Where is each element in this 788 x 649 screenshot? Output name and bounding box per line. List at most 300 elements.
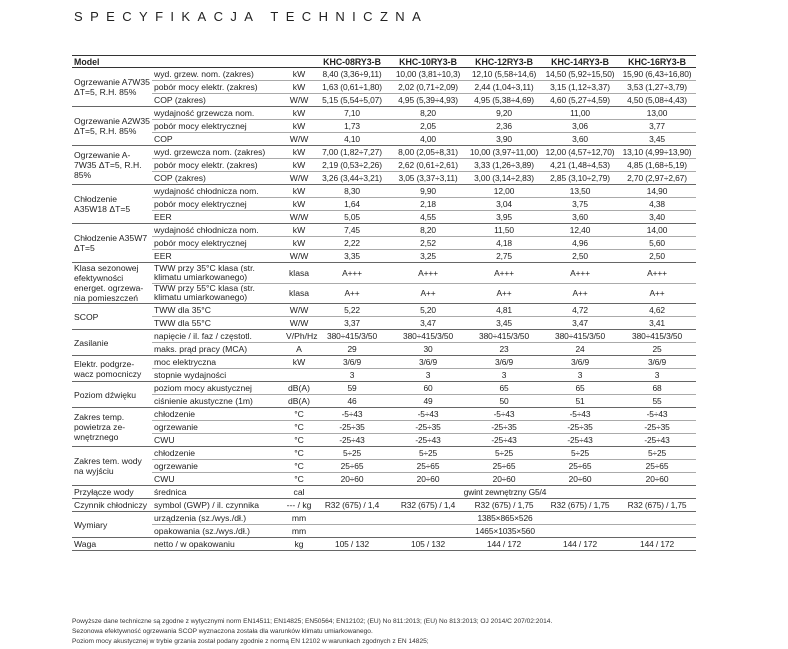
value-cell: 25÷65 xyxy=(542,460,618,473)
value-cell: 2,70 (2,97÷2,67) xyxy=(618,172,696,185)
table-row xyxy=(72,68,696,81)
value-cell: 5,20 xyxy=(390,304,466,317)
value-cell: 5÷25 xyxy=(390,447,466,460)
value-cell: A+++ xyxy=(390,263,466,284)
parameter-label: pobór mocy elektrycznej xyxy=(152,198,284,211)
parameter-label: maks. prąd pracy (MCA) xyxy=(152,343,284,356)
unit-label: kW xyxy=(284,120,314,133)
value-cell: 3,26 (3,44÷3,21) xyxy=(314,172,390,185)
parameter-label: symbol (GWP) / il. czynnika xyxy=(152,499,284,512)
unit-label: °C xyxy=(284,421,314,434)
model-column-header: KHC-12RY3-B xyxy=(466,56,542,68)
value-cell: 4,38 xyxy=(618,198,696,211)
value-cell: 380÷415/3/50 xyxy=(390,330,466,343)
unit-label: V/Ph/Hz xyxy=(286,331,318,341)
value-cell: 5,15 (5,54÷5,07) xyxy=(314,94,390,107)
value-cell: 2,85 (3,10÷2,79) xyxy=(542,172,618,185)
model-column-header: KHC-14RY3-B xyxy=(542,56,618,68)
unit-label: °C xyxy=(284,447,314,460)
value-cell: 8,20 xyxy=(390,107,466,120)
value-cell: 4,50 (5,08÷4,43) xyxy=(618,94,696,107)
value-cell: A++ xyxy=(618,283,696,304)
value-cell: 5,05 xyxy=(314,211,390,224)
value-cell: 380÷415/3/50 xyxy=(618,330,696,343)
value-cell: 8,30 xyxy=(314,185,390,198)
group-label: Zakres tem. wody na wyjściu xyxy=(72,447,152,486)
parameter-label: ogrzewanie xyxy=(152,421,284,434)
value-cell: 10,00 (3,97÷11,00) xyxy=(466,146,542,159)
table-row xyxy=(72,486,696,499)
value-cell: 3 xyxy=(314,369,390,382)
unit-label xyxy=(284,369,314,382)
value-cell: -25÷43 xyxy=(466,434,542,447)
parameter-label: TWW przy 35°C klasa (str. klimatu umiarkowanego) xyxy=(152,263,284,284)
table-row xyxy=(72,473,696,486)
value-cell: 3,35 xyxy=(314,250,390,263)
table-row xyxy=(72,512,696,525)
value-cell: 24 xyxy=(542,343,618,356)
unit-label: A xyxy=(284,343,314,356)
parameter-label: urządzenia (sz./wys./dł.) xyxy=(152,512,284,525)
value-cell: 2,52 xyxy=(390,237,466,250)
unit-label: --- / kg xyxy=(284,499,314,512)
merged-value-cell: gwint zewnętrzny G5/4 xyxy=(314,486,696,499)
value-cell: 65 xyxy=(542,382,618,395)
parameter-label: napięcie / il. faz / częstotl. xyxy=(152,330,284,343)
value-cell: -5÷43 xyxy=(542,408,618,421)
model-column-header: KHC-10RY3-B xyxy=(390,56,466,68)
value-cell: 144 / 172 xyxy=(466,538,542,551)
parameter-label: pobór mocy elektr. (zakres) xyxy=(152,81,284,94)
value-cell: 55 xyxy=(618,395,696,408)
value-cell: -25÷43 xyxy=(618,434,696,447)
value-cell: 7,00 (1,82÷7,27) xyxy=(314,146,390,159)
parameter-label: ciśnienie akustyczne (1m) xyxy=(152,395,284,408)
parameter-label: COP (zakres) xyxy=(152,94,284,107)
table-row xyxy=(72,146,696,159)
table-row xyxy=(72,159,696,172)
value-cell: 1,64 xyxy=(314,198,390,211)
value-cell: 20÷60 xyxy=(618,473,696,486)
model-column-header: KHC-16RY3-B xyxy=(618,56,696,68)
value-cell: 105 / 132 xyxy=(390,538,466,551)
unit-label: klasa xyxy=(284,283,314,304)
value-cell: 8,40 (3,36÷9,11) xyxy=(314,68,390,81)
value-cell: -25÷43 xyxy=(390,434,466,447)
value-cell: 3,45 xyxy=(466,317,542,330)
value-cell: 3,05 (3,37÷3,11) xyxy=(390,172,466,185)
group-label: Waga xyxy=(72,538,152,551)
value-cell: 3 xyxy=(390,369,466,382)
value-cell: 3,33 (1,26÷3,89) xyxy=(466,159,542,172)
group-label: Klasa sezonowej efektywności energet. ogrzewa-nia pomieszczeń xyxy=(72,263,152,304)
value-cell: R32 (675) / 1,4 xyxy=(314,499,390,512)
value-cell: 11,50 xyxy=(466,224,542,237)
value-cell: 14,00 xyxy=(618,224,696,237)
value-cell: 50 xyxy=(466,395,542,408)
value-cell: 3,75 xyxy=(542,198,618,211)
unit-label: kW xyxy=(284,107,314,120)
value-cell: 4,00 xyxy=(390,133,466,146)
parameter-label: wyd. grzew. nom. (zakres) xyxy=(152,68,284,81)
table-row xyxy=(72,538,696,551)
value-cell: 4,60 (5,27÷4,59) xyxy=(542,94,618,107)
value-cell: 380÷415/3/50 xyxy=(542,330,618,343)
value-cell: -5÷43 xyxy=(618,408,696,421)
value-cell: 4,18 xyxy=(466,237,542,250)
value-cell: 4,85 (1,68÷5,19) xyxy=(618,159,696,172)
value-cell: R32 (675) / 1,75 xyxy=(466,499,542,512)
value-cell: 2,75 xyxy=(466,250,542,263)
footnotes xyxy=(72,617,552,647)
value-cell: 2,02 (0,71÷2,09) xyxy=(390,81,466,94)
value-cell: 7,45 xyxy=(314,224,390,237)
value-cell: 46 xyxy=(314,395,390,408)
value-cell: 3/6/9 xyxy=(314,356,390,369)
value-cell: -25÷43 xyxy=(542,434,618,447)
table-row xyxy=(72,237,696,250)
value-cell: 2,50 xyxy=(618,250,696,263)
parameter-label: TWW dla 55°C xyxy=(152,317,284,330)
group-label: Poziom dźwięku xyxy=(72,382,152,408)
value-cell: -25÷35 xyxy=(466,421,542,434)
value-cell: 5÷25 xyxy=(542,447,618,460)
parameter-label: TWW przy 55°C klasa (str. klimatu umiarkowanego) xyxy=(152,283,284,304)
unit-label: W/W xyxy=(284,317,314,330)
table-header-row xyxy=(72,56,696,68)
unit-label: kg xyxy=(284,538,314,551)
table-row xyxy=(72,434,696,447)
value-cell: 8,20 xyxy=(390,224,466,237)
value-cell: 2,22 xyxy=(314,237,390,250)
value-cell: 65 xyxy=(466,382,542,395)
group-label: Czynnik chłodniczy xyxy=(72,499,152,512)
parameter-label: wyd. grzewcza nom. (zakres) xyxy=(152,146,284,159)
value-cell: 1,73 xyxy=(314,120,390,133)
unit-label: °C xyxy=(284,473,314,486)
unit-label: dB(A) xyxy=(284,395,314,408)
value-cell: 105 / 132 xyxy=(314,538,390,551)
unit-label: mm xyxy=(284,512,314,525)
value-cell: 3/6/9 xyxy=(618,356,696,369)
value-cell: 3,60 xyxy=(542,211,618,224)
spec-table-body xyxy=(72,68,696,551)
group-label: Wymiary xyxy=(72,512,152,538)
value-cell: 3/6/9 xyxy=(542,356,618,369)
value-cell: 3,00 (3,14÷2,83) xyxy=(466,172,542,185)
unit-label: kW xyxy=(284,356,314,369)
group-label: Chłodzenie A35W18 ΔT=5 xyxy=(72,185,152,224)
group-label: Ogrzewanie A7W35 ΔT=5, R.H. 85% xyxy=(72,68,152,107)
unit-label: kW xyxy=(284,237,314,250)
model-header: Model xyxy=(72,56,314,68)
unit-label: W/W xyxy=(284,172,314,185)
table-row xyxy=(72,250,696,263)
table-row xyxy=(72,94,696,107)
table-row xyxy=(72,421,696,434)
value-cell: 30 xyxy=(390,343,466,356)
value-cell: R32 (675) / 1,4 xyxy=(390,499,466,512)
value-cell: 144 / 172 xyxy=(618,538,696,551)
table-row xyxy=(72,460,696,473)
parameter-label: CWU xyxy=(152,473,284,486)
group-label: Chłodzenie A35W7 ΔT=5 xyxy=(72,224,152,263)
value-cell: 23 xyxy=(466,343,542,356)
value-cell: 14,50 (5,92÷15,50) xyxy=(542,68,618,81)
value-cell: 8,00 (2,05÷8,31) xyxy=(390,146,466,159)
table-row xyxy=(72,185,696,198)
table-row xyxy=(72,107,696,120)
value-cell: -5÷43 xyxy=(466,408,542,421)
value-cell: 25÷65 xyxy=(466,460,542,473)
parameter-label: pobór mocy elektr. (zakres) xyxy=(152,159,284,172)
value-cell: 3,06 xyxy=(542,120,618,133)
value-cell: 3 xyxy=(466,369,542,382)
table-row xyxy=(72,499,696,512)
parameter-label: średnica xyxy=(152,486,284,499)
parameter-label: wydajność chłodnicza nom. xyxy=(152,185,284,198)
unit-label: W/W xyxy=(284,133,314,146)
value-cell: -25÷35 xyxy=(618,421,696,434)
value-cell: 14,90 xyxy=(618,185,696,198)
table-row xyxy=(72,343,696,356)
value-cell: 4,96 xyxy=(542,237,618,250)
table-row xyxy=(72,172,696,185)
value-cell: 25÷65 xyxy=(618,460,696,473)
group-label: Przyłącze wody xyxy=(72,486,152,499)
footnote: Poziom mocy akustycznej w trybie grzania został podany zgodnie z normą EN 12102 w warunkach zgodnych z EN 14825; xyxy=(72,638,429,645)
value-cell: 2,19 (0,53÷2,26) xyxy=(314,159,390,172)
group-label: Elektr. podgrze-wacz pomocniczy xyxy=(72,356,152,382)
value-cell: A+++ xyxy=(314,263,390,284)
value-cell: 4,21 (1,48÷4,53) xyxy=(542,159,618,172)
parameter-label: chłodzenie xyxy=(152,447,284,460)
value-cell: -25÷35 xyxy=(542,421,618,434)
parameter-label: netto / w opakowaniu xyxy=(152,538,284,551)
value-cell: 4,81 xyxy=(466,304,542,317)
group-label: Zakres temp. powietrza ze-wnętrznego xyxy=(72,408,152,447)
unit-label: kW xyxy=(284,146,314,159)
value-cell: 13,10 (4,99÷13,90) xyxy=(618,146,696,159)
value-cell: 3,47 xyxy=(542,317,618,330)
value-cell: A+++ xyxy=(618,263,696,284)
unit-label: kW xyxy=(284,81,314,94)
value-cell: 1,63 (0,61÷1,80) xyxy=(314,81,390,94)
table-row xyxy=(72,330,696,343)
value-cell: -5÷43 xyxy=(314,408,390,421)
value-cell: -25÷35 xyxy=(390,421,466,434)
value-cell: 2,62 (0,61÷2,61) xyxy=(390,159,466,172)
parameter-label: stopnie wydajności xyxy=(152,369,284,382)
parameter-label: TWW dla 35°C xyxy=(152,304,284,317)
value-cell: 49 xyxy=(390,395,466,408)
table-row xyxy=(72,211,696,224)
value-cell: 20÷60 xyxy=(390,473,466,486)
value-cell: 7,10 xyxy=(314,107,390,120)
value-cell: 3,90 xyxy=(466,133,542,146)
parameter-label: COP xyxy=(152,133,284,146)
table-row xyxy=(72,369,696,382)
value-cell: 9,20 xyxy=(466,107,542,120)
value-cell: 144 / 172 xyxy=(542,538,618,551)
spec-table xyxy=(72,55,696,551)
value-cell: A++ xyxy=(542,283,618,304)
parameter-label: CWU xyxy=(152,434,284,447)
parameter-label: pobór mocy elektrycznej xyxy=(152,120,284,133)
table-row xyxy=(72,382,696,395)
value-cell: A++ xyxy=(466,283,542,304)
value-cell: 25 xyxy=(618,343,696,356)
parameter-label: ogrzewanie xyxy=(152,460,284,473)
value-cell: -25÷43 xyxy=(314,434,390,447)
value-cell: 4,55 xyxy=(390,211,466,224)
value-cell: 5,22 xyxy=(314,304,390,317)
parameter-label: poziom mocy akustycznej xyxy=(152,382,284,395)
table-row xyxy=(72,525,696,538)
value-cell: 25÷65 xyxy=(314,460,390,473)
value-cell: 2,18 xyxy=(390,198,466,211)
value-cell: 5÷25 xyxy=(314,447,390,460)
page-title: SPECYFIKACJA TECHNICZNA xyxy=(74,9,429,24)
value-cell: 4,62 xyxy=(618,304,696,317)
value-cell: 4,95 (5,38÷4,69) xyxy=(466,94,542,107)
value-cell: 3,45 xyxy=(618,133,696,146)
unit-label: °C xyxy=(284,434,314,447)
value-cell: 380÷415/3/50 xyxy=(466,330,542,343)
value-cell: 5÷25 xyxy=(466,447,542,460)
value-cell: 2,36 xyxy=(466,120,542,133)
value-cell: 12,00 (4,57÷12,70) xyxy=(542,146,618,159)
value-cell: 3,47 xyxy=(390,317,466,330)
value-cell: 10,00 (3,81÷10,3) xyxy=(390,68,466,81)
parameter-label: moc elektryczna xyxy=(152,356,284,369)
value-cell: 59 xyxy=(314,382,390,395)
table-row xyxy=(72,81,696,94)
table-row xyxy=(72,224,696,237)
value-cell: 380÷415/3/50 xyxy=(314,330,390,343)
value-cell: 15,90 (6,43÷16,80) xyxy=(618,68,696,81)
table-row xyxy=(72,304,696,317)
unit-label: kW xyxy=(284,159,314,172)
value-cell: 60 xyxy=(390,382,466,395)
parameter-label: wydajność chłodnicza nom. xyxy=(152,224,284,237)
unit-label: kW xyxy=(284,68,314,81)
group-label: Zasilanie xyxy=(72,330,152,356)
unit-label: dB(A) xyxy=(284,382,314,395)
table-row xyxy=(72,120,696,133)
unit-label: kW xyxy=(284,198,314,211)
value-cell: 13,00 xyxy=(618,107,696,120)
value-cell: 2,05 xyxy=(390,120,466,133)
value-cell: 68 xyxy=(618,382,696,395)
value-cell: 4,72 xyxy=(542,304,618,317)
value-cell: R32 (675) / 1,75 xyxy=(542,499,618,512)
unit-label: mm xyxy=(284,525,314,538)
unit-label: W/W xyxy=(284,250,314,263)
parameter-label: EER xyxy=(152,211,284,224)
value-cell: 9,90 xyxy=(390,185,466,198)
value-cell: 3,60 xyxy=(542,133,618,146)
value-cell: 3,25 xyxy=(390,250,466,263)
value-cell: A++ xyxy=(390,283,466,304)
table-row xyxy=(72,408,696,421)
unit-label: cal xyxy=(284,486,314,499)
value-cell: 3,95 xyxy=(466,211,542,224)
value-cell: 20÷60 xyxy=(314,473,390,486)
value-cell: 5,60 xyxy=(618,237,696,250)
value-cell: 3,53 (1,27÷3,79) xyxy=(618,81,696,94)
table-row xyxy=(72,395,696,408)
value-cell: 3/6/9 xyxy=(390,356,466,369)
value-cell: 29 xyxy=(314,343,390,356)
parameter-label: wydajność grzewcza nom. xyxy=(152,107,284,120)
value-cell: 20÷60 xyxy=(542,473,618,486)
parameter-label: chłodzenie xyxy=(152,408,284,421)
value-cell: 12,40 xyxy=(542,224,618,237)
value-cell: 3/6/9 xyxy=(466,356,542,369)
value-cell: 51 xyxy=(542,395,618,408)
value-cell: 12,10 (5,58÷14,6) xyxy=(466,68,542,81)
group-label: Ogrzewanie A2W35 ΔT=5, R.H. 85% xyxy=(72,107,152,146)
parameter-label: COP (zakres) xyxy=(152,172,284,185)
value-cell: A+++ xyxy=(466,263,542,284)
table-row xyxy=(72,263,696,284)
value-cell: 20÷60 xyxy=(466,473,542,486)
value-cell: -5÷43 xyxy=(390,408,466,421)
group-label: SCOP xyxy=(72,304,152,330)
value-cell: 3 xyxy=(542,369,618,382)
value-cell: 3,77 xyxy=(618,120,696,133)
unit-label: W/W xyxy=(284,94,314,107)
value-cell: R32 (675) / 1,75 xyxy=(618,499,696,512)
table-row xyxy=(72,133,696,146)
value-cell: 3,15 (1,12÷3,37) xyxy=(542,81,618,94)
value-cell: 11,00 xyxy=(542,107,618,120)
parameter-label: opakowania (sz./wys./dł.) xyxy=(152,525,284,538)
value-cell: 5÷25 xyxy=(618,447,696,460)
value-cell: 3,40 xyxy=(618,211,696,224)
value-cell: 3,41 xyxy=(618,317,696,330)
value-cell: 13,50 xyxy=(542,185,618,198)
value-cell: 12,00 xyxy=(466,185,542,198)
parameter-label: pobór mocy elektrycznej xyxy=(152,237,284,250)
unit-label: W/W xyxy=(284,304,314,317)
table-row xyxy=(72,447,696,460)
parameter-label: EER xyxy=(152,250,284,263)
value-cell: 4,10 xyxy=(314,133,390,146)
table-row xyxy=(72,356,696,369)
value-cell: A++ xyxy=(314,283,390,304)
table-row xyxy=(72,317,696,330)
value-cell: 3,37 xyxy=(314,317,390,330)
value-cell: 2,50 xyxy=(542,250,618,263)
value-cell: -25÷35 xyxy=(314,421,390,434)
value-cell: 3 xyxy=(618,369,696,382)
group-label: Ogrzewanie A-7W35 ΔT=5, R.H. 85% xyxy=(72,146,152,185)
unit-label: klasa xyxy=(284,263,314,284)
value-cell: 3,04 xyxy=(466,198,542,211)
footnote: Sezonowa efektywność ogrzewania SCOP wyznaczona została dla warunków klimatu umiarkowanego. xyxy=(72,628,373,635)
value-cell: A+++ xyxy=(542,263,618,284)
footnote: Powyższe dane techniczne są zgodne z wytycznymi norm EN14511; EN14825; EN50564; EN12102; (EU) No 811:2013; (EU) No 813:2013; OJ 2014/C 207/02:2014. xyxy=(72,618,553,625)
merged-value-cell: 1385×865×526 xyxy=(314,512,696,525)
unit-label: °C xyxy=(284,460,314,473)
unit-label: °C xyxy=(284,408,314,421)
value-cell: 2,44 (1,04÷3,11) xyxy=(466,81,542,94)
model-column-header: KHC-08RY3-B xyxy=(314,56,390,68)
value-cell: 4,95 (5,39÷4,93) xyxy=(390,94,466,107)
unit-label: W/W xyxy=(284,211,314,224)
